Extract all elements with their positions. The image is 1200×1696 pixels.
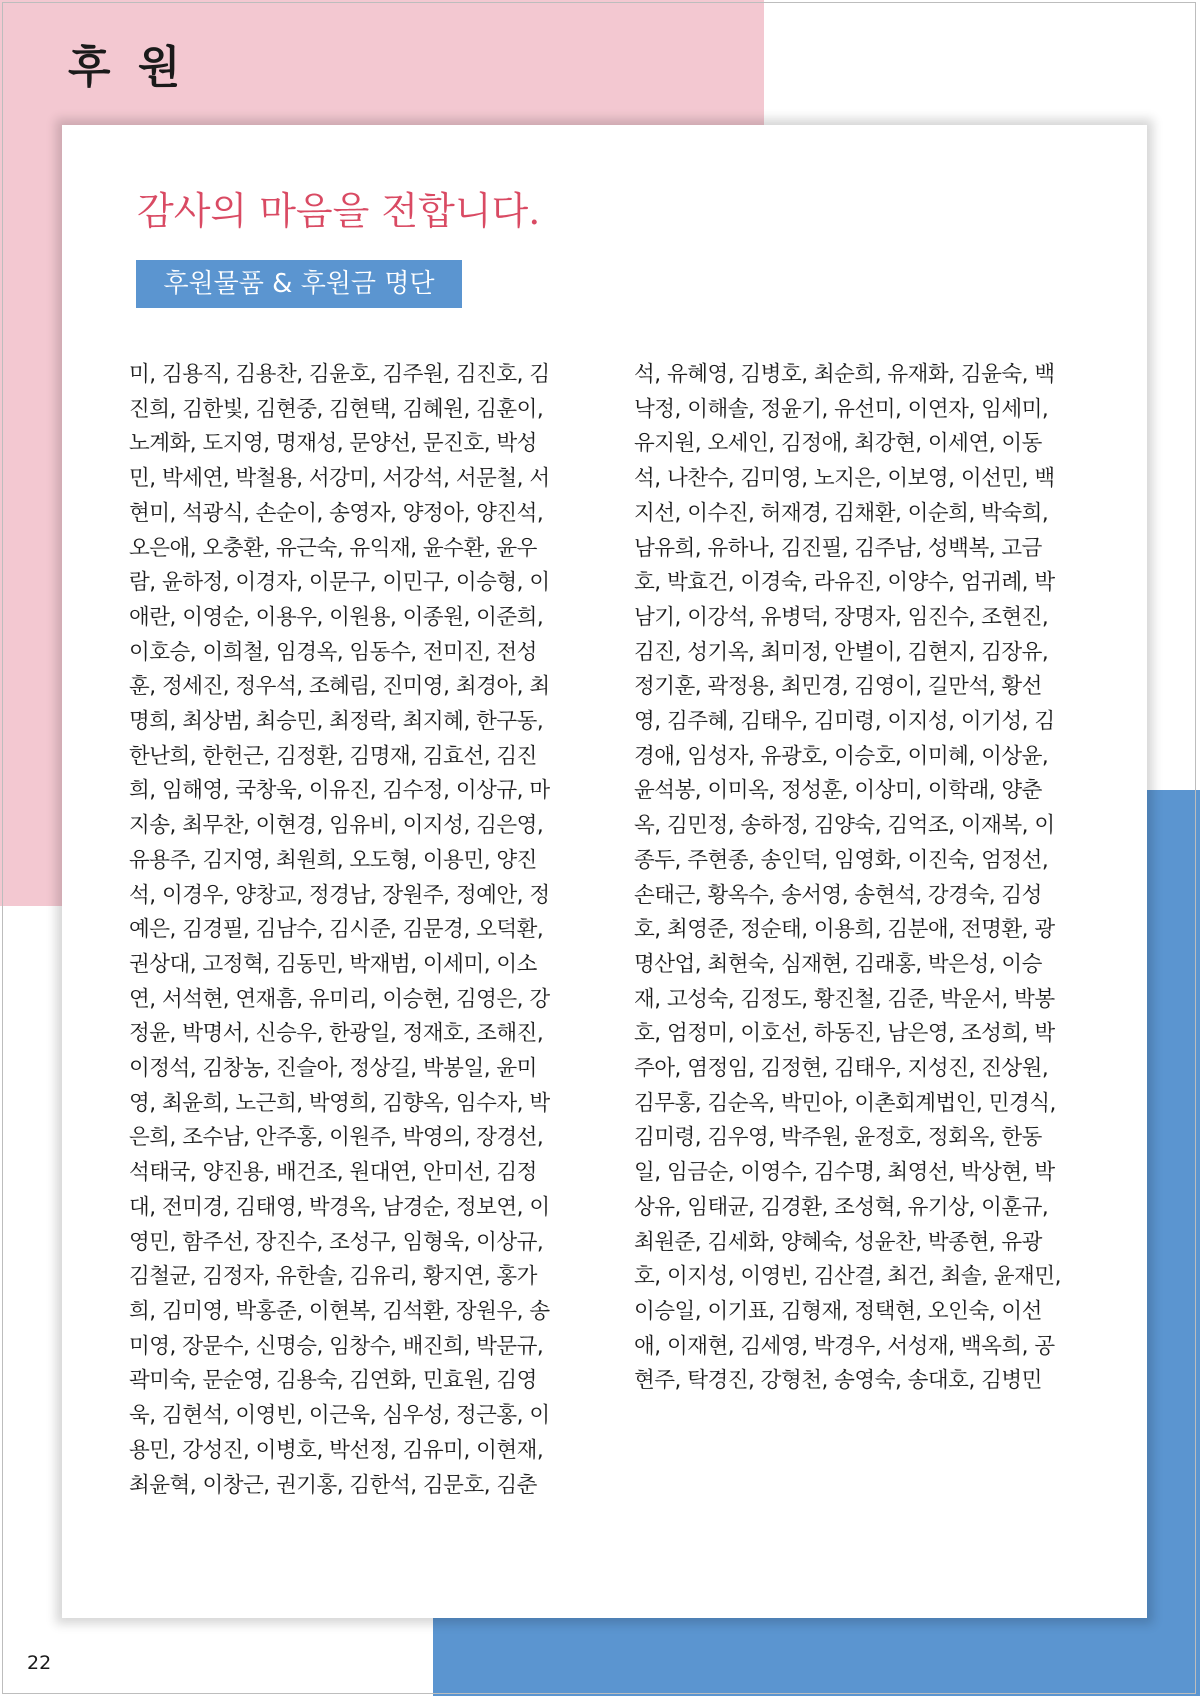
- section-title: 후 원: [68, 42, 187, 93]
- headline: 감사의 마음을 전합니다.: [137, 189, 541, 233]
- page-number: 22: [27, 1652, 52, 1674]
- donor-names-left-column: 미, 김용직, 김용찬, 김윤호, 김주원, 김진호, 김 진희, 김한빛, 김현중, 김현택, 김혜원, 김훈이, 노계화, 도지영, 명재성, 문양선, 문진호, 박성 민, 박세연, 박철용, 서강미, 서강석, 서문철, 서 현미, 석광식, 손순이, 송영자, 양정아, 양진석, 오은애, 오충환, 유근숙, 유익재, 윤수환, 윤우 람, 윤하정, 이경자, 이문구, 이민구, 이승형, 이 애란, 이영순, 이용우, 이원용, 이종원, 이준희, 이호승, 이희철, 임경옥, 임동수, 전미진, 전성 훈, 정세진, 정우석, 조혜림, 진미영, 최경아, 최 명희, 최상범, 최승민, 최정락, 최지혜, 한구동, 한난희, 한헌근, 김정환, 김명재, 김효선, 김진 희, 임해영, 국창욱, 이유진, 김수정, 이상규, 마 지송, 최무찬, 이현경, 임유비, 이지성, 김은영, 유용주, 김지영, 최원희, 오도형, 이용민, 양진 석, 이경우, 양창교, 정경남, 장원주, 정예안, 정 예은, 김경필, 김남수, 김시준, 김문경, 오덕환, 권상대, 고정혁, 김동민, 박재범, 이세미, 이소 연, 서석현, 연재흠, 유미리, 이승현, 김영은, 강 정윤, 박명서, 신승우, 한광일, 정재호, 조해진, 이정석, 김창농, 진슬아, 정상길, 박봉일, 윤미 영, 최윤희, 노근희, 박영희, 김향옥, 임수자, 박 은희, 조수남, 안주홍, 이원주, 박영의, 장경선, 석태국, 양진용, 배건조, 원대연, 안미선, 김정 대, 전미경, 김태영, 박경옥, 남경순, 정보연, 이 영민, 함주선, 장진수, 조성구, 임형욱, 이상규, 김철균, 김정자, 유한솔, 김유리, 황지연, 홍가 희, 김미영, 박홍준, 이현복, 김석환, 장원우, 송 미영, 장문수, 신명승, 임창수, 배진희, 박문규, 곽미숙, 문순영, 김용숙, 김연화, 민효원, 김영 욱, 김현석, 이영빈, 이근욱, 심우성, 정근홍, 이 용민, 강성진, 이병호, 박선정, 김유미, 이현재, 최윤혁, 이창근, 권기홍, 김한석, 김문호, 김춘: [129, 362, 550, 1498]
- donor-names-right-column: 석, 유혜영, 김병호, 최순희, 유재화, 김윤숙, 백 낙정, 이해솔, 정윤기, 유선미, 이연자, 임세미, 유지원, 오세인, 김정애, 최강현, 이세연, 이동 석, 나찬수, 김미영, 노지은, 이보영, 이선민, 백 지선, 이수진, 허재경, 김채환, 이순희, 박숙희, 남유희, 유하나, 김진필, 김주남, 성백복, 고금 호, 박효건, 이경숙, 라유진, 이양수, 엄귀례, 박 남기, 이강석, 유병덕, 장명자, 임진수, 조현진, 김진, 성기옥, 최미정, 안별이, 김현지, 김장유, 정기훈, 곽정용, 최민경, 김영이, 길만석, 황선 영, 김주혜, 김태우, 김미령, 이지성, 이기성, 김 경애, 임성자, 유광호, 이승호, 이미혜, 이상윤, 윤석봉, 이미옥, 정성훈, 이상미, 이학래, 양춘 옥, 김민정, 송하정, 김양숙, 김억조, 이재복, 이 종두, 주현종, 송인덕, 임영화, 이진숙, 엄정선, 손태근, 황옥수, 송서영, 송현석, 강경숙, 김성 호, 최영준, 정순태, 이용희, 김분애, 전명환, 광 명산업, 최현숙, 심재현, 김래홍, 박은성, 이승 재, 고성숙, 김정도, 황진철, 김준, 박운서, 박봉 호, 엄정미, 이호선, 하동진, 남은영, 조성희, 박 주아, 염정임, 김정현, 김태우, 지성진, 진상원, 김무홍, 김순옥, 박민아, 이촌회계법인, 민경식, 김미령, 김우영, 박주원, 윤정호, 정회옥, 한동 일, 임금순, 이영수, 김수명, 최영선, 박상현, 박 상유, 임태균, 김경환, 조성혁, 유기상, 이훈규, 최원준, 김세화, 양혜숙, 성윤찬, 박종현, 유광 호, 이지성, 이영빈, 김산결, 최건, 최솔, 윤재민, 이승일, 이기표, 김형재, 정택현, 오인숙, 이선 애, 이재현, 김세영, 박경우, 서성재, 백옥희, 공 현주, 탁경진, 강형천, 송영숙, 송대호, 김병민: [634, 362, 1061, 1394]
- content-card: [62, 125, 1147, 1618]
- list-label: 후원물품 & 후원금 명단: [136, 260, 462, 308]
